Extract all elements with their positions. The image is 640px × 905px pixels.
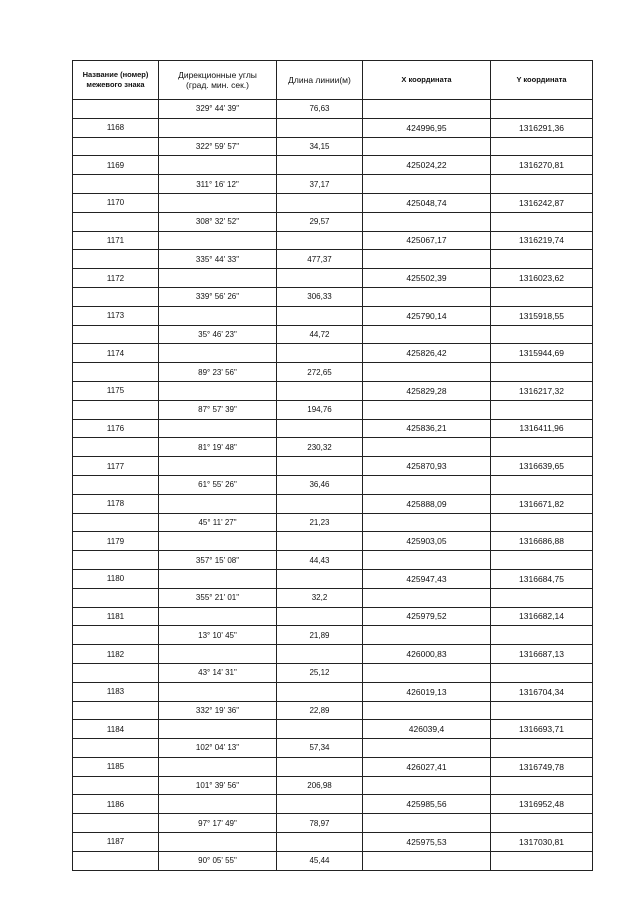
cell-y: 1316671,82 [491, 494, 593, 513]
cell-angle: 61° 55' 26" [159, 475, 277, 494]
header-y: Y координата [491, 61, 593, 100]
table-row [73, 551, 593, 570]
table-row [73, 475, 593, 494]
cell-length [277, 532, 363, 551]
cell-length [277, 193, 363, 212]
header-name [73, 61, 159, 100]
cell-x: 425048,74 [363, 193, 491, 212]
table-row [73, 381, 593, 400]
cell-x [363, 250, 491, 269]
table-row [73, 438, 593, 457]
cell-length: 76,63 [277, 100, 363, 119]
cell-angle [159, 682, 277, 701]
cell-name [73, 137, 159, 156]
cell-angle [159, 156, 277, 175]
cell-y [491, 588, 593, 607]
cell-y: 1316023,62 [491, 269, 593, 288]
cell-name: 1183 [73, 682, 159, 701]
cell-length: 230,32 [277, 438, 363, 457]
cell-y [491, 475, 593, 494]
cell-x: 426019,13 [363, 682, 491, 701]
cell-name: 1171 [73, 231, 159, 250]
header-angle-line1: Дирекционные углы [178, 70, 257, 80]
cell-y: 1316242,87 [491, 193, 593, 212]
table-row [73, 287, 593, 306]
cell-name: 1176 [73, 419, 159, 438]
cell-name [73, 626, 159, 645]
cell-x [363, 814, 491, 833]
cell-length [277, 720, 363, 739]
cell-y [491, 551, 593, 570]
table-row [73, 250, 593, 269]
cell-angle: 102° 04' 13" [159, 739, 277, 758]
cell-length [277, 419, 363, 438]
cell-angle: 335° 44' 33" [159, 250, 277, 269]
cell-y [491, 851, 593, 870]
cell-name: 1175 [73, 381, 159, 400]
cell-name: 1174 [73, 344, 159, 363]
cell-angle [159, 645, 277, 664]
cell-name [73, 325, 159, 344]
cell-y [491, 175, 593, 194]
cell-x: 425067,17 [363, 231, 491, 250]
cell-length: 37,17 [277, 175, 363, 194]
cell-length [277, 757, 363, 776]
cell-y [491, 739, 593, 758]
cell-name [73, 851, 159, 870]
cell-length [277, 344, 363, 363]
cell-name [73, 739, 159, 758]
cell-length [277, 795, 363, 814]
cell-y [491, 363, 593, 382]
cell-angle: 311° 16' 12" [159, 175, 277, 194]
cell-x [363, 363, 491, 382]
cell-length [277, 569, 363, 588]
cell-x: 425947,43 [363, 569, 491, 588]
table-row [73, 682, 593, 701]
cell-angle [159, 833, 277, 852]
cell-name [73, 551, 159, 570]
cell-name [73, 212, 159, 231]
cell-name: 1182 [73, 645, 159, 664]
cell-angle [159, 720, 277, 739]
cell-x [363, 400, 491, 419]
cell-name [73, 250, 159, 269]
cell-y: 1316270,81 [491, 156, 593, 175]
cell-name [73, 100, 159, 119]
header-name-line2: межевого знака [86, 80, 145, 89]
table-row [73, 137, 593, 156]
table-row [73, 231, 593, 250]
cell-y: 1315944,69 [491, 344, 593, 363]
cell-length [277, 231, 363, 250]
cell-length: 194,76 [277, 400, 363, 419]
cell-y [491, 701, 593, 720]
coordinates-table [72, 60, 593, 871]
cell-y: 1316217,32 [491, 381, 593, 400]
cell-length [277, 833, 363, 852]
cell-name [73, 701, 159, 720]
cell-x: 426027,41 [363, 757, 491, 776]
cell-length [277, 306, 363, 325]
cell-angle [159, 231, 277, 250]
table-row [73, 494, 593, 513]
cell-x [363, 100, 491, 119]
cell-x: 425836,21 [363, 419, 491, 438]
cell-angle [159, 344, 277, 363]
cell-length: 44,72 [277, 325, 363, 344]
table-row [73, 569, 593, 588]
cell-angle: 35° 46' 23" [159, 325, 277, 344]
cell-name: 1172 [73, 269, 159, 288]
table-row [73, 306, 593, 325]
cell-name [73, 175, 159, 194]
cell-y: 1317030,81 [491, 833, 593, 852]
table-row [73, 118, 593, 137]
cell-length: 25,12 [277, 663, 363, 682]
cell-x: 426039,4 [363, 720, 491, 739]
cell-name [73, 400, 159, 419]
table-row [73, 513, 593, 532]
cell-y [491, 400, 593, 419]
cell-angle: 87° 57' 39" [159, 400, 277, 419]
table-row [73, 175, 593, 194]
table-body [73, 100, 593, 871]
cell-x: 425024,22 [363, 156, 491, 175]
cell-y: 1316639,65 [491, 457, 593, 476]
cell-x [363, 513, 491, 532]
cell-x: 425979,52 [363, 607, 491, 626]
table-row [73, 795, 593, 814]
cell-y [491, 513, 593, 532]
table-row [73, 720, 593, 739]
cell-x: 425888,09 [363, 494, 491, 513]
cell-y: 1316219,74 [491, 231, 593, 250]
cell-angle: 332° 19' 36" [159, 701, 277, 720]
cell-length [277, 269, 363, 288]
cell-length: 32,2 [277, 588, 363, 607]
cell-y [491, 814, 593, 833]
cell-angle: 43° 14' 31" [159, 663, 277, 682]
table-row [73, 156, 593, 175]
table-row [73, 400, 593, 419]
table-row [73, 814, 593, 833]
cell-length: 272,65 [277, 363, 363, 382]
cell-name: 1180 [73, 569, 159, 588]
cell-angle: 97° 17' 49" [159, 814, 277, 833]
cell-x [363, 851, 491, 870]
cell-y [491, 626, 593, 645]
cell-x: 425870,93 [363, 457, 491, 476]
cell-y: 1316749,78 [491, 757, 593, 776]
cell-x [363, 551, 491, 570]
cell-x: 425829,28 [363, 381, 491, 400]
cell-x [363, 701, 491, 720]
cell-name [73, 438, 159, 457]
cell-name: 1178 [73, 494, 159, 513]
table-row [73, 833, 593, 852]
cell-name: 1179 [73, 532, 159, 551]
cell-y: 1316411,96 [491, 419, 593, 438]
cell-angle [159, 269, 277, 288]
cell-angle: 308° 32' 52" [159, 212, 277, 231]
cell-y [491, 663, 593, 682]
cell-y [491, 287, 593, 306]
table-row [73, 344, 593, 363]
cell-x: 425985,56 [363, 795, 491, 814]
table-row [73, 851, 593, 870]
cell-length [277, 457, 363, 476]
cell-angle [159, 494, 277, 513]
cell-name [73, 663, 159, 682]
header-angle-line2: (град. мин. сек.) [186, 80, 249, 90]
cell-angle: 339° 56' 26" [159, 287, 277, 306]
cell-angle: 81° 19' 48" [159, 438, 277, 457]
cell-name [73, 814, 159, 833]
cell-name: 1170 [73, 193, 159, 212]
cell-length: 306,33 [277, 287, 363, 306]
cell-length: 57,34 [277, 739, 363, 758]
cell-y [491, 137, 593, 156]
cell-angle [159, 306, 277, 325]
coordinates-sheet [72, 60, 592, 871]
cell-y: 1316687,13 [491, 645, 593, 664]
cell-x: 425975,53 [363, 833, 491, 852]
cell-length [277, 156, 363, 175]
cell-name [73, 776, 159, 795]
cell-x [363, 438, 491, 457]
table-row [73, 701, 593, 720]
cell-name [73, 363, 159, 382]
header-x: X координата [363, 61, 491, 100]
table-row [73, 457, 593, 476]
cell-x [363, 475, 491, 494]
cell-length: 21,23 [277, 513, 363, 532]
cell-length: 45,44 [277, 851, 363, 870]
cell-y: 1315918,55 [491, 306, 593, 325]
table-row [73, 363, 593, 382]
cell-x: 424996,95 [363, 118, 491, 137]
table-row [73, 193, 593, 212]
cell-angle: 45° 11' 27" [159, 513, 277, 532]
table-row [73, 419, 593, 438]
cell-y: 1316686,88 [491, 532, 593, 551]
cell-angle: 357° 15' 08" [159, 551, 277, 570]
cell-angle [159, 118, 277, 137]
cell-y: 1316704,34 [491, 682, 593, 701]
cell-y [491, 100, 593, 119]
cell-y: 1316693,71 [491, 720, 593, 739]
cell-name: 1169 [73, 156, 159, 175]
cell-angle: 329° 44' 39" [159, 100, 277, 119]
cell-length [277, 494, 363, 513]
cell-angle [159, 457, 277, 476]
cell-length: 206,98 [277, 776, 363, 795]
cell-angle [159, 569, 277, 588]
cell-name [73, 475, 159, 494]
cell-y [491, 325, 593, 344]
cell-y: 1316952,48 [491, 795, 593, 814]
cell-x [363, 175, 491, 194]
cell-length: 22,89 [277, 701, 363, 720]
cell-length [277, 645, 363, 664]
cell-y: 1316684,75 [491, 569, 593, 588]
cell-angle: 355° 21' 01" [159, 588, 277, 607]
table-row [73, 269, 593, 288]
cell-angle [159, 532, 277, 551]
table-row [73, 757, 593, 776]
cell-angle: 101° 39' 56" [159, 776, 277, 795]
cell-y [491, 250, 593, 269]
header-angle [159, 61, 277, 100]
cell-y [491, 438, 593, 457]
cell-name [73, 588, 159, 607]
cell-x: 425502,39 [363, 269, 491, 288]
cell-name: 1177 [73, 457, 159, 476]
cell-y [491, 212, 593, 231]
table-row [73, 532, 593, 551]
cell-length: 44,43 [277, 551, 363, 570]
cell-length [277, 381, 363, 400]
cell-x [363, 663, 491, 682]
header-length: Длина линии(м) [277, 61, 363, 100]
cell-name: 1186 [73, 795, 159, 814]
cell-angle [159, 381, 277, 400]
cell-name: 1181 [73, 607, 159, 626]
cell-x [363, 626, 491, 645]
cell-length: 29,57 [277, 212, 363, 231]
cell-angle [159, 419, 277, 438]
table-row [73, 212, 593, 231]
cell-x: 425790,14 [363, 306, 491, 325]
cell-x [363, 212, 491, 231]
table-row [73, 626, 593, 645]
cell-x [363, 137, 491, 156]
cell-length: 78,97 [277, 814, 363, 833]
cell-x: 425903,05 [363, 532, 491, 551]
cell-x [363, 739, 491, 758]
cell-x [363, 588, 491, 607]
cell-y: 1316291,36 [491, 118, 593, 137]
table-row [73, 607, 593, 626]
cell-name: 1185 [73, 757, 159, 776]
cell-name: 1173 [73, 306, 159, 325]
cell-x: 425826,42 [363, 344, 491, 363]
table-row [73, 645, 593, 664]
cell-x [363, 776, 491, 795]
cell-name: 1168 [73, 118, 159, 137]
cell-angle [159, 193, 277, 212]
cell-x: 426000,83 [363, 645, 491, 664]
cell-name [73, 287, 159, 306]
cell-y [491, 776, 593, 795]
cell-name: 1187 [73, 833, 159, 852]
cell-length: 21,89 [277, 626, 363, 645]
cell-length [277, 682, 363, 701]
cell-length [277, 118, 363, 137]
cell-angle: 13° 10' 45" [159, 626, 277, 645]
table-row [73, 325, 593, 344]
cell-x [363, 325, 491, 344]
cell-x [363, 287, 491, 306]
cell-length: 477,37 [277, 250, 363, 269]
cell-length: 36,46 [277, 475, 363, 494]
cell-angle: 322° 59' 57" [159, 137, 277, 156]
cell-angle [159, 795, 277, 814]
cell-length: 34,15 [277, 137, 363, 156]
cell-angle [159, 757, 277, 776]
cell-angle: 90° 05' 55" [159, 851, 277, 870]
table-row [73, 588, 593, 607]
table-row [73, 100, 593, 119]
cell-angle [159, 607, 277, 626]
cell-name [73, 513, 159, 532]
table-row [73, 739, 593, 758]
table-row [73, 776, 593, 795]
cell-name: 1184 [73, 720, 159, 739]
cell-angle: 89° 23' 56" [159, 363, 277, 382]
header-row [73, 61, 593, 100]
table-row [73, 663, 593, 682]
cell-y: 1316682,14 [491, 607, 593, 626]
cell-length [277, 607, 363, 626]
header-name-line1: Название (номер) [82, 70, 149, 79]
